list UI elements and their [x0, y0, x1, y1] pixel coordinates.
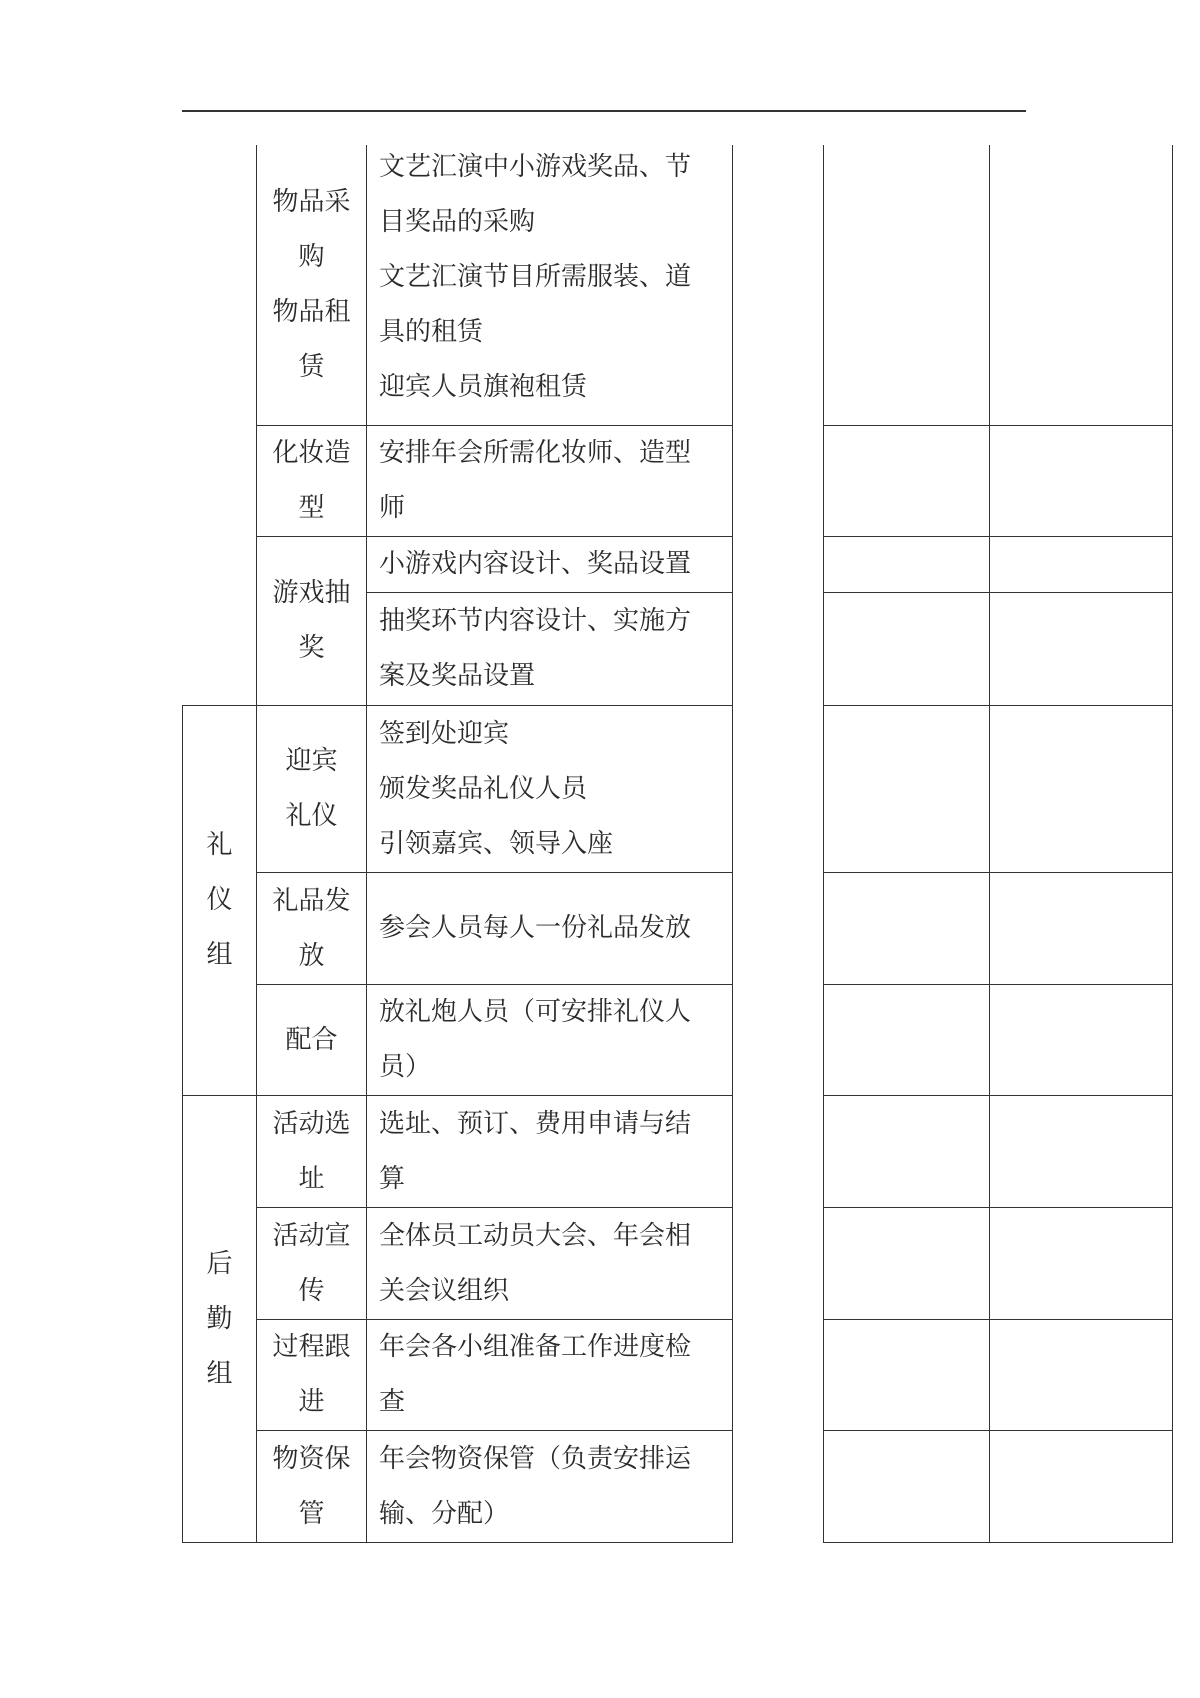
description-cell: 抽奖环节内容设计、实施方 案及奖品设置: [379, 606, 692, 691]
table-line: [823, 1430, 1172, 1431]
subgroup-cell: 迎宾 礼仪: [285, 746, 338, 831]
group-label-liyi: 礼 仪 组: [206, 830, 233, 970]
page-header-rule: [182, 110, 1026, 112]
subgroup-cell: 过程跟 进: [272, 1332, 351, 1417]
table-line: [823, 592, 1172, 593]
table-line: [823, 1319, 1172, 1320]
subgroup-cell: 物品采 购 物品租 赁: [272, 187, 351, 382]
table-line: [823, 705, 1172, 706]
table-line: [823, 1207, 1172, 1208]
subgroup-cell: 活动宣 传: [272, 1220, 351, 1306]
table-line: [823, 425, 1172, 426]
description-cell: 年会各小组准备工作进度检 查: [379, 1332, 692, 1417]
group-label-houqin: 后 勤 组: [206, 1248, 233, 1389]
description-cell: 放礼炮人员（可安排礼仪人 员）: [379, 997, 692, 1082]
subgroup-cell: 活动选 址: [272, 1108, 351, 1194]
description-cell: 签到处迎宾 颁发奖品礼仪人员 引领嘉宾、领导入座: [379, 718, 614, 859]
table-line: [732, 145, 733, 1542]
table-line: [823, 536, 1172, 537]
table-line: [182, 1542, 733, 1543]
table-line: [823, 1095, 1172, 1096]
subgroup-cell: 礼品发 放: [272, 885, 351, 971]
description-cell: 年会物资保管（负责安排运 输、分配）: [379, 1443, 692, 1529]
table-line: [823, 1542, 1173, 1543]
subgroup-cell: 配合: [285, 1024, 338, 1055]
description-cell: 全体员工动员大会、年会相 关会议组织: [379, 1220, 692, 1306]
subgroup-cell: 游戏抽 奖: [272, 578, 351, 663]
description-cell: 参会人员每人一份礼品发放: [379, 913, 692, 943]
subgroup-cell: 物资保 管: [272, 1443, 351, 1529]
table-line: [823, 984, 1172, 985]
table-line: [1172, 145, 1173, 1542]
description-cell: 小游戏内容设计、奖品设置: [379, 549, 692, 579]
description-cell: 文艺汇演中小游戏奖品、节 目奖品的采购 文艺汇演节目所需服装、道 具的租赁 迎宾人员旗袍租赁: [379, 152, 692, 402]
description-cell: 选址、预订、费用申请与结 算: [379, 1108, 692, 1194]
subgroup-cell: 化妆造 型: [272, 438, 351, 523]
description-cell: 安排年会所需化妆师、造型 师: [379, 438, 692, 523]
table-line: [823, 145, 824, 1542]
table-line: [989, 145, 990, 1542]
table-line: [823, 872, 1172, 873]
